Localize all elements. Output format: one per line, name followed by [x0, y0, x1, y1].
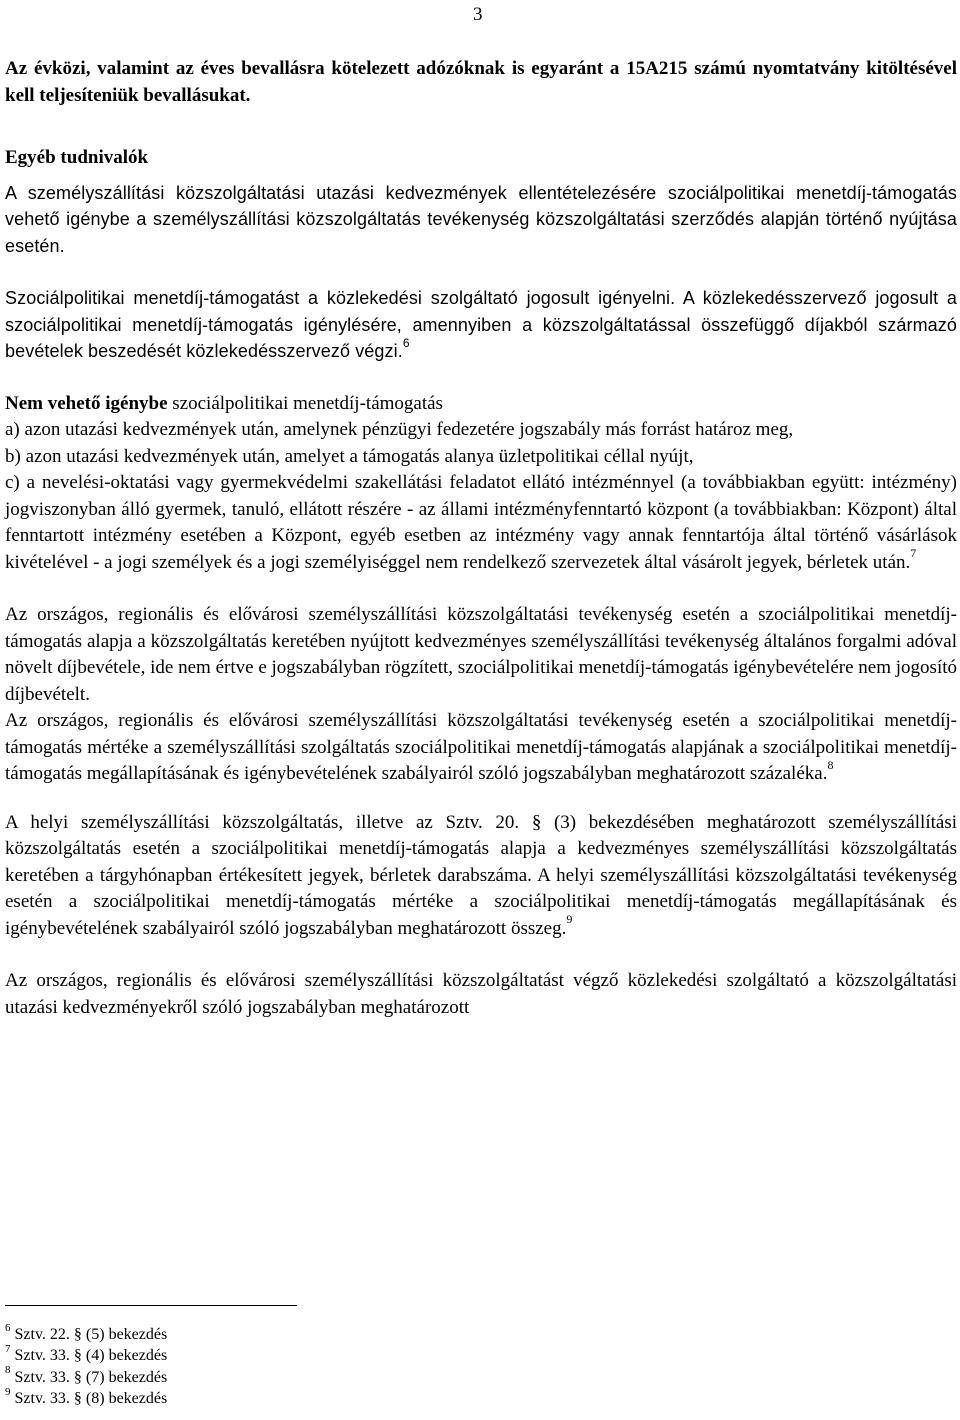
last-paragraph: Az országos, regionális és elővárosi személyszállítási közszolgáltatást végző közlekedési szolgáltató a közszolgáltatási utazási kedvezményekről szóló jogszabályban meghatározott	[5, 970, 957, 1018]
item-c	[5, 470, 957, 576]
document-body	[5, 56, 957, 1021]
footnotes	[5, 1321, 168, 1409]
footnote-text: Sztv. 33. § (4) bekezdés	[14, 1347, 168, 1365]
local-text: A helyi személyszállítási közszolgáltatás, illetve az Sztv. 20. § (3) bekezdésében meghatározott személyszállítási közszolgáltatás esetén a szociálpolitikai menetdíj-támogatás alapja a kedvezményes személyszállítási közszolgáltatás keretében a tárgyhónapban értékesített jegyek, bérletek darabszáma. A helyi személyszállítási közszolgáltatási tevékenység esetén a szociálpolitikai menetdíj-támogatás mértéke a szociálpolitikai menetdíj-támogatás megállapításának és igénybevételének szabályairól szóló jogszabályban meghatározott összeg.	[5, 811, 957, 939]
footnote-num: 7	[5, 1342, 11, 1355]
item-b: b) azon utazási kedvezmények után, amelyet a támogatás alanya üzletpolitikai céllal nyújt,	[5, 445, 694, 467]
claim-paragraph	[5, 285, 957, 365]
footnote-6	[5, 1321, 168, 1345]
footnote-text: Sztv. 33. § (8) bekezdés	[14, 1389, 168, 1407]
national-rate-paragraph	[5, 708, 957, 788]
not-claimable-intro	[5, 391, 957, 418]
footnote-text: Sztv. 33. § (7) bekezdés	[14, 1368, 168, 1386]
section-heading: Egyéb tudnivalók	[5, 147, 149, 168]
footnote-num: 9	[5, 1385, 11, 1398]
footnote-8	[5, 1364, 168, 1388]
footnote-ref-7: 7	[910, 546, 917, 561]
footnote-divider	[5, 1305, 297, 1306]
footnote-ref-8: 8	[827, 757, 834, 772]
footnote-7	[5, 1342, 168, 1366]
not-claimable-bold: Nem vehető igénybe	[5, 392, 168, 414]
item-c-text: c) a nevelési-oktatási vagy gyermekvédelmi szakellátási feladatot ellátó intézménnyel (a továbbiakban együtt: intézmény) jogviszonyban álló gyermek, tanuló, ellátott részére - az állami intézményfenntartó központ (a továbbiakban: Központ) által fenntartott intézmény esetében a Központ, egyéb esetben az intézmény vagy annak fenntartója által történő vásárlások kivételével - a jogi személyek és a jogi személyiséggel nem rendelkező szervezetek által vásárolt jegyek, bérletek után.	[5, 472, 957, 573]
page-number: 3	[473, 4, 483, 25]
local-paragraph	[5, 810, 957, 943]
reimbursement-paragraph: A személyszállítási közszolgáltatási utazási kedvezmények ellentételezésére szociálpolitikai menetdíj-támogatás vehető igénybe a személyszállítási közszolgáltatás tevékenység közszolgáltatási szerződés alapján történő nyújtása esetén.	[5, 182, 957, 256]
footnote-num: 6	[5, 1321, 11, 1334]
footnote-num: 8	[5, 1364, 11, 1377]
national-rate-text: Az országos, regionális és elővárosi személyszállítási közszolgáltatási tevékenység esetén a szociálpolitikai menetdíj-támogatás mértéke a személyszállítási szolgáltatás szociálpolitikai menetdíj-támogatás alapjának a szociálpolitikai menetdíj-támogatás megállapításának és igénybevételének szabályairól szóló jogszabályban meghatározott százaléka.	[5, 710, 957, 784]
intro-paragraph: Az évközi, valamint az éves bevallásra kötelezett adózóknak is egyaránt a 15A215 számú nyomtatvány kitöltésével kell teljesíteniük bevallásukat.	[5, 58, 957, 106]
not-claimable-rest: szociálpolitikai menetdíj-támogatás	[167, 392, 443, 414]
footnote-9	[5, 1385, 168, 1409]
footnote-ref-9: 9	[566, 912, 573, 927]
footnote-text: Sztv. 22. § (5) bekezdés	[14, 1326, 168, 1343]
claim-text: Szociálpolitikai menetdíj-támogatást a közlekedési szolgáltató jogosult igényelni. A közlekedésszervező jogosult a szociálpolitikai menetdíj-támogatás igénylésére, amennyiben a közszolgáltatással összefüggő díjakból származó bevételek beszedését közlekedésszervező végzi.	[5, 288, 957, 361]
footnote-ref-6: 6	[402, 336, 410, 350]
national-basis-paragraph: Az országos, regionális és elővárosi személyszállítási közszolgáltatási tevékenység esetén a szociálpolitikai menetdíj-támogatás alapja a közszolgáltatás keretében nyújtott kedvezményes személyszállítási tevékenység általános forgalmi adóval növelt díjbevétele, ide nem értve e jogszabályban rögzített, szociálpolitikai menetdíj-támogatás igénybevételére nem jogosító díjbevételt.	[5, 604, 957, 705]
item-a: a) azon utazási kedvezmények után, amelynek pénzügyi fedezetére jogszabály más forrást határoz meg,	[5, 419, 794, 440]
